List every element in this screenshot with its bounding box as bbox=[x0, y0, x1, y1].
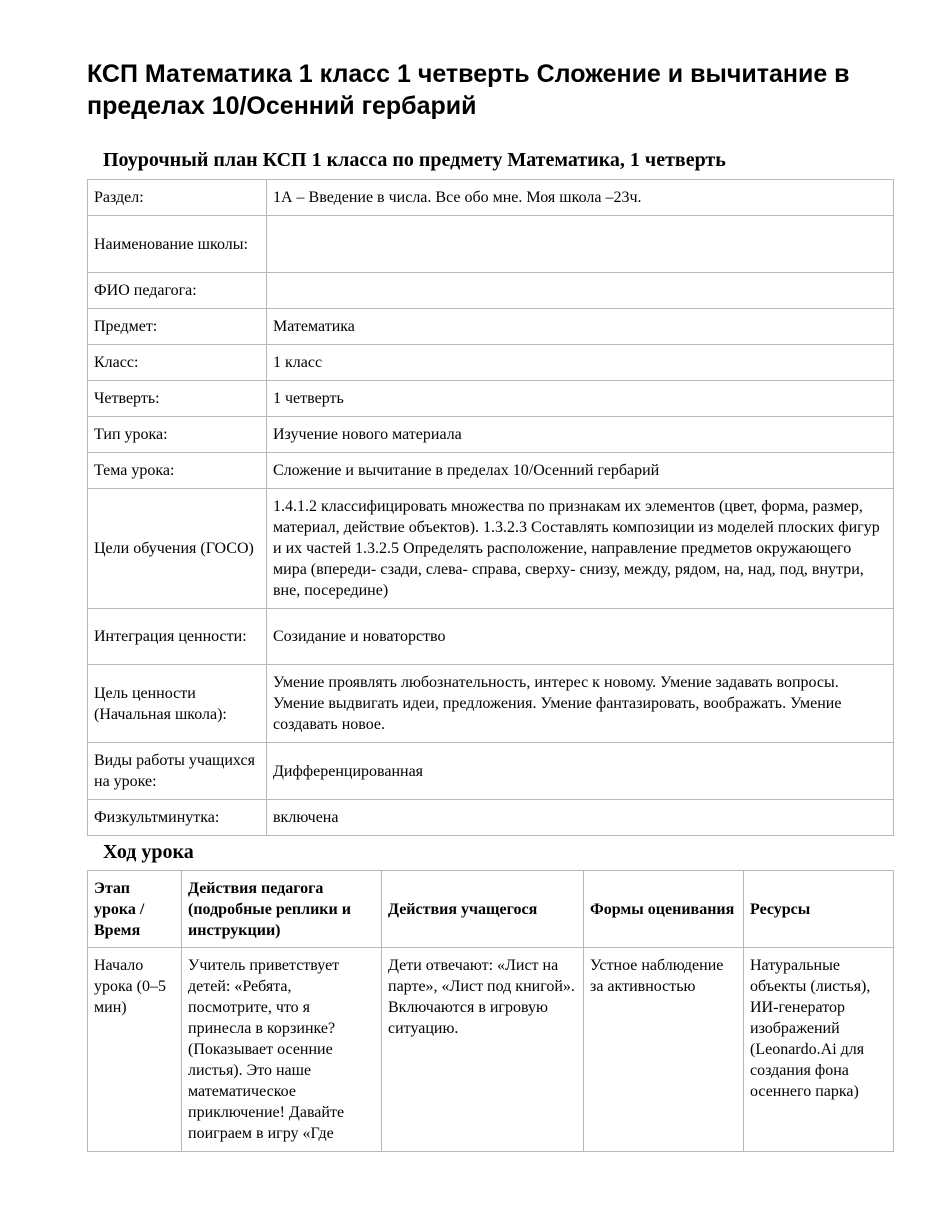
info-value: Сложение и вычитание в пределах 10/Осенний гербарий bbox=[267, 453, 894, 489]
info-label: Физкультминутка: bbox=[88, 800, 267, 836]
teacher-actions-cell: Учитель приветствует детей: «Ребята, посмотрите, что я принесла в корзинке? (Показывает осенние листья). Это наше математическое приключение! Давайте поиграем в игру «Где bbox=[182, 948, 382, 1152]
info-label: Четверть: bbox=[88, 381, 267, 417]
info-label: Цель ценности (Начальная школа): bbox=[88, 665, 267, 743]
info-label: ФИО педагога: bbox=[88, 273, 267, 309]
info-row-subject bbox=[88, 309, 894, 345]
lesson-flow-table bbox=[87, 870, 894, 1152]
info-value: Дифференцированная bbox=[267, 743, 894, 800]
info-value: Математика bbox=[267, 309, 894, 345]
info-label: Предмет: bbox=[88, 309, 267, 345]
column-header-student: Действия учащегося bbox=[382, 871, 584, 948]
info-label: Цели обучения (ГОСО) bbox=[88, 489, 267, 609]
info-value bbox=[267, 216, 894, 273]
info-row-school bbox=[88, 216, 894, 273]
lesson-header-row bbox=[88, 871, 894, 948]
student-actions-cell: Дети отвечают: «Лист на парте», «Лист под книгой». Включаются в игровую ситуацию. bbox=[382, 948, 584, 1152]
table-row bbox=[88, 948, 894, 1152]
resources-cell: Натуральные объекты (листья), ИИ-генератор изображений (Leonardo.Ai для создания фона осеннего парка) bbox=[744, 948, 894, 1152]
info-row-teacher bbox=[88, 273, 894, 309]
info-value bbox=[267, 273, 894, 309]
lesson-info-table bbox=[87, 179, 894, 836]
info-label: Виды работы учащихся на уроке: bbox=[88, 743, 267, 800]
assessment-cell: Устное наблюдение за активностью bbox=[584, 948, 744, 1152]
lesson-section-title: Ход урока bbox=[103, 841, 194, 863]
info-row-value-goal bbox=[88, 665, 894, 743]
info-row-lesson-type bbox=[88, 417, 894, 453]
info-label: Раздел: bbox=[88, 180, 267, 216]
info-label: Наименование школы: bbox=[88, 216, 267, 273]
document-title: КСП Математика 1 класс 1 четверть Сложение и вычитание в пределах 10/Осенний гербарий bbox=[87, 60, 850, 120]
info-value: включена bbox=[267, 800, 894, 836]
info-value: Изучение нового материала bbox=[267, 417, 894, 453]
info-value: 1А – Введение в числа. Все обо мне. Моя школа –23ч. bbox=[267, 180, 894, 216]
info-row-work-types bbox=[88, 743, 894, 800]
info-row-values bbox=[88, 609, 894, 665]
stage-cell: Начало урока (0–5 мин) bbox=[88, 948, 182, 1152]
info-label: Класс: bbox=[88, 345, 267, 381]
column-header-teacher: Действия педагога (подробные реплики и инструкции) bbox=[182, 871, 382, 948]
info-label: Тема урока: bbox=[88, 453, 267, 489]
info-value: 1 класс bbox=[267, 345, 894, 381]
info-row-goals bbox=[88, 489, 894, 609]
info-row-physical-break bbox=[88, 800, 894, 836]
info-row-quarter bbox=[88, 381, 894, 417]
column-header-resources: Ресурсы bbox=[744, 871, 894, 948]
info-value: Умение проявлять любознательность, интерес к новому. Умение задавать вопросы. Умение выдвигать идеи, предложения. Умение фантазировать, воображать. Умение создавать новое. bbox=[267, 665, 894, 743]
info-row-section bbox=[88, 180, 894, 216]
info-row-topic bbox=[88, 453, 894, 489]
info-value: Созидание и новаторство bbox=[267, 609, 894, 665]
info-value: 1 четверть bbox=[267, 381, 894, 417]
info-label: Тип урока: bbox=[88, 417, 267, 453]
info-value: 1.4.1.2 классифицировать множества по признакам их элементов (цвет, форма, размер, материал, действие объектов). 1.3.2.3 Составлять композиции из моделей плоских фигур и их частей 1.3.2.5 Определять расположение, направление предметов окружающего мира (впереди- сзади, слева- справа, сверху- снизу, между, рядом, на, над, под, внутри, вне, посередине) bbox=[267, 489, 894, 609]
info-row-grade bbox=[88, 345, 894, 381]
column-header-assessment: Формы оценивания bbox=[584, 871, 744, 948]
plan-section-title: Поурочный план КСП 1 класса по предмету Математика, 1 четверть bbox=[103, 149, 726, 171]
column-header-stage: Этап урока / Время bbox=[88, 871, 182, 948]
info-label: Интеграция ценности: bbox=[88, 609, 267, 665]
